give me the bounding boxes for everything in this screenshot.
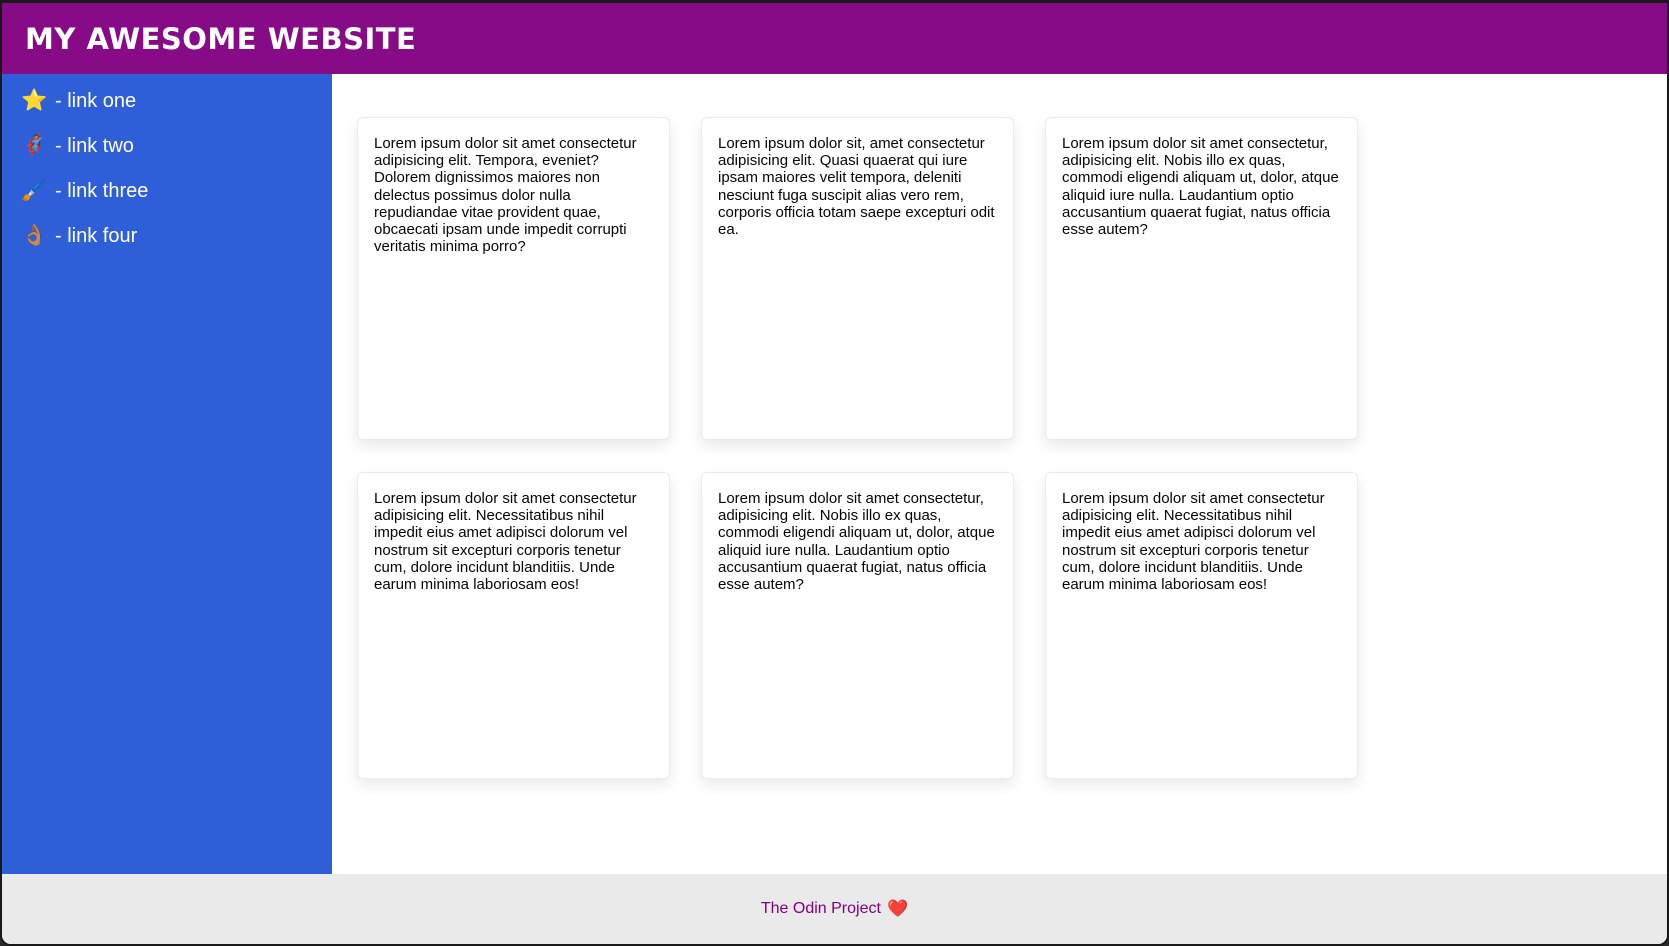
page-footer: [2, 874, 1667, 944]
star-icon: ⭐: [21, 89, 48, 112]
card-text: Lorem ipsum dolor sit amet consectetur, adipisicing elit. Nobis illo ex quas, commodi eligendi aliquam ut, dolor, atque aliquid iure nulla. Laudantium optio accusantium quaerat fugiat, natus officia esse autem?: [1062, 135, 1339, 239]
main-content: [332, 74, 1667, 874]
card: [357, 472, 670, 779]
sidebar-item-link-one[interactable]: [21, 88, 332, 114]
sidebar-link-one-label[interactable]: - link one: [55, 90, 137, 112]
odin-project-link[interactable]: [761, 899, 908, 919]
card: [357, 117, 670, 440]
sidebar: [2, 74, 332, 874]
card-text: Lorem ipsum dolor sit amet consectetur adipisicing elit. Tempora, eveniet? Dolorem dignissimos maiores non delectus possimus dolor nulla repudiandae vitae provident quae, obcaecati ipsam unde impedit corrupti veritatis minima porro?: [374, 135, 637, 256]
footer-link-text: The Odin Project: [760, 900, 881, 917]
card: [1045, 472, 1358, 779]
card-text: Lorem ipsum dolor sit amet consectetur, adipisicing elit. Nobis illo ex quas, commodi eligendi aliquam ut, dolor, atque aliquid iure nulla. Laudantium optio accusantium quaerat fugiat, natus officia esse autem?: [718, 490, 995, 594]
paintbrush-icon: 🖌️: [21, 179, 48, 202]
ok-hand-icon: 👌🏽: [21, 224, 48, 247]
card: [701, 472, 1014, 779]
card-grid: [357, 117, 1667, 779]
content-row: [2, 74, 1667, 874]
sidebar-item-link-three[interactable]: [21, 178, 332, 204]
card: [1045, 117, 1358, 440]
sidebar-item-link-four[interactable]: [21, 223, 332, 249]
sidebar-item-link-two[interactable]: [21, 133, 332, 159]
sidebar-link-two-label[interactable]: - link two: [55, 135, 134, 157]
sidebar-link-four-label[interactable]: - link four: [55, 225, 138, 247]
sidebar-nav-list: [2, 74, 332, 249]
heart-icon: ❤️: [886, 899, 909, 918]
card-text: Lorem ipsum dolor sit, amet consectetur adipisicing elit. Quasi quaerat qui iure ipsam maiores velit tempora, deleniti nesciunt fuga suscipit alias vero rem, corporis officia totam saepe excepturi odit ea.: [718, 135, 995, 239]
sidebar-link-three-label[interactable]: - link three: [55, 180, 149, 202]
page-header: [2, 3, 1667, 74]
card-text: Lorem ipsum dolor sit amet consectetur adipisicing elit. Necessitatibus nihil impedit eius amet adipisci dolorum vel nostrum sit excepturi corporis tenetur cum, dolore incidunt blanditiis. Unde earum minima laboriosam eos!: [374, 490, 637, 594]
card-text: Lorem ipsum dolor sit amet consectetur adipisicing elit. Necessitatibus nihil impedit eius amet adipisci dolorum vel nostrum sit excepturi corporis tenetur cum, dolore incidunt blanditiis. Unde earum minima laboriosam eos!: [1062, 490, 1325, 594]
site-title: MY AWESOME WEBSITE: [25, 21, 417, 56]
card: [701, 117, 1014, 440]
superhero-icon: 🦸🏽: [21, 134, 48, 157]
